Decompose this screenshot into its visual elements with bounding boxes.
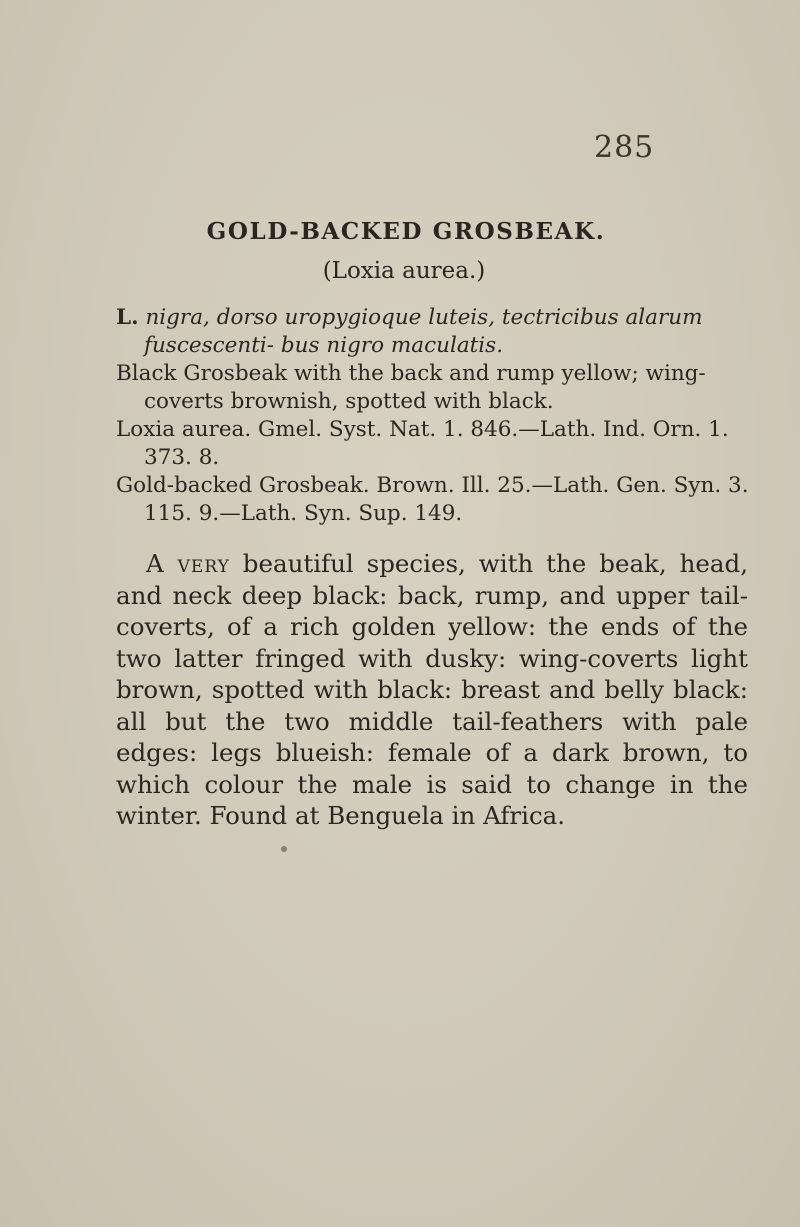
- paper-speck: [281, 846, 287, 852]
- gmelin-reference: Loxia aurea. Gmel. Syst. Nat. 1. 846.—Lath. Ind. Orn. 1. 373. 8.: [116, 417, 729, 470]
- brown-reference: Gold-backed Grosbeak. Brown. Ill. 25.—Lath. Gen. Syn. 3. 115. 9.—Lath. Syn. Sup. 149.: [116, 473, 749, 526]
- description-lead: A: [146, 549, 164, 578]
- synonymy-block: [116, 304, 750, 528]
- latin-diagnosis: [116, 304, 750, 360]
- latin-diagnosis-lead: L.: [116, 305, 139, 330]
- page-number: 285: [594, 130, 655, 165]
- species-description: [116, 548, 748, 832]
- description-lead-smallcaps: very: [163, 549, 230, 578]
- latin-diagnosis-text: nigra, dorso uropygioque luteis, tectricibus alarum fuscescenti- bus nigro maculatis.: [138, 305, 703, 358]
- page-subtitle: (Loxia aurea.): [322, 258, 486, 284]
- english-diagnosis: Black Grosbeak with the back and rump yellow; wing-coverts brownish, spotted with black.: [116, 361, 706, 414]
- page-title: GOLD-BACKED GROSBEAK.: [206, 218, 606, 245]
- description-text: beautiful species, with the beak, head, and neck deep black: back, rump, and upper tail-coverts, of a rich golden yellow: the ends of the two latter fringed with dusky: wing-coverts light brown, spotted with black: breast and belly black: all but the two middle tail-feathers with pale edges: legs blueish: female of a dark brown, to which colour the male is said to change in the winter. Found at Benguela in Africa.: [116, 549, 748, 830]
